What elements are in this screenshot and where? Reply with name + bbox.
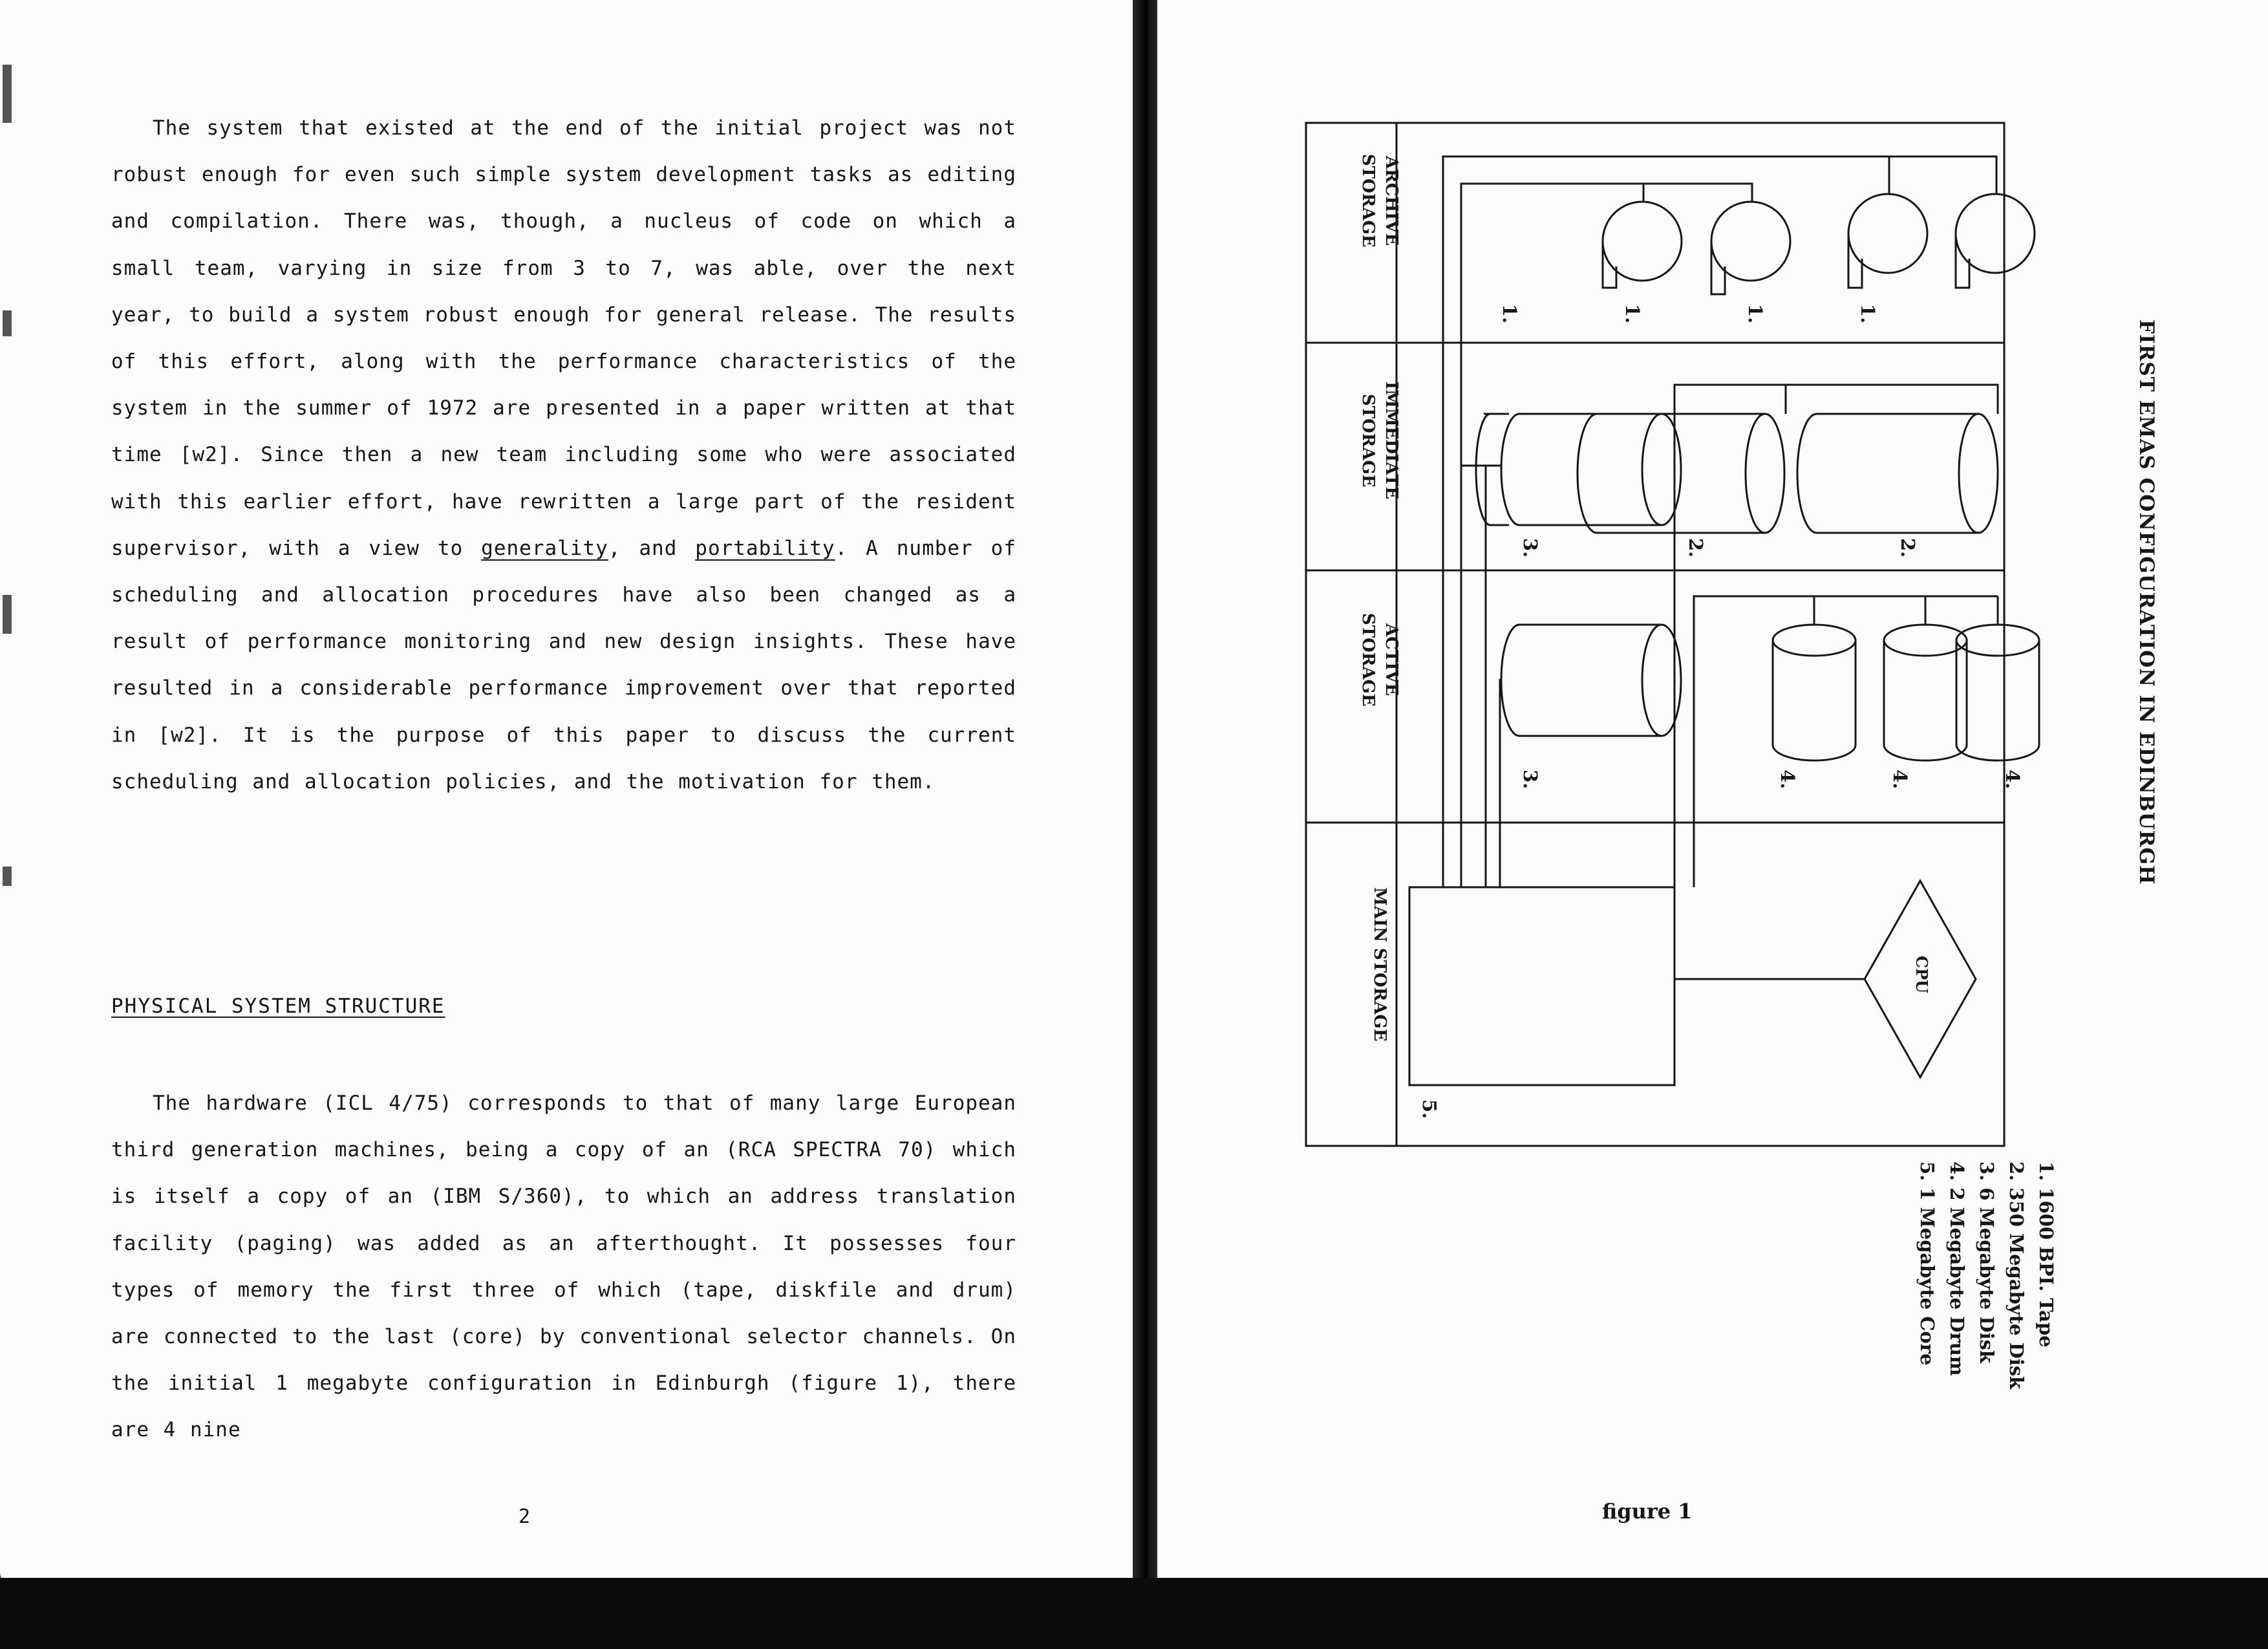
- binding-mark: [3, 595, 12, 634]
- device-label-drum: 4.: [1889, 770, 1911, 790]
- figure-1: [1157, 0, 2268, 1586]
- legend-item: 2. 350 Megabyte Disk: [2006, 1161, 2027, 1390]
- body-paragraph: [111, 1080, 1016, 1454]
- legend-item: 3. 6 Megabyte Disk: [1976, 1161, 1998, 1363]
- zone-label-immediate: [1356, 382, 1403, 499]
- left-page: [0, 0, 1138, 1586]
- zone-label-archive: [1356, 154, 1403, 248]
- device-label-small-disk: 3.: [1519, 770, 1541, 790]
- device-label-tape: 1.: [1499, 304, 1521, 324]
- zone-label-line: STORAGE: [1358, 154, 1378, 248]
- scan-bottom-edge: [0, 1578, 2268, 1649]
- zone-label-active: [1356, 613, 1403, 707]
- drum-unit: [1925, 596, 2039, 760]
- device-label-core: 5.: [1418, 1099, 1440, 1119]
- device-label-tape: 1.: [1621, 304, 1643, 324]
- body-paragraph: [111, 105, 1016, 805]
- legend-item: 4. 2 Megabyte Drum: [1946, 1161, 1968, 1376]
- zone-label-main: MAIN STORAGE: [1370, 887, 1389, 1042]
- device-label-disk: 2.: [1897, 538, 1919, 558]
- paragraph-text: The system that existed at the end of the initial project was not robust enough for even such simple system development tasks as editing and compilation. There was, though, a nucleus of code on which a small team, varying in size from 3 to 7, was able, over the next year, to build a system robust enough for general release. The results of this effort, along with the performance characteristics of the system in the summer of 1972 are presented in a paper written at that time [w2]. Since then a new team including some who were associated with this earlier effort, have rewritten a large part of the resident supervisor, with a view to: [111, 116, 1016, 560]
- zone-label-line: STORAGE: [1358, 393, 1378, 488]
- device-label-drum: 4.: [1777, 770, 1799, 790]
- zone-label-line: ARCHIVE: [1382, 155, 1401, 246]
- section-heading: PHYSICAL SYSTEM STRUCTURE: [111, 995, 445, 1018]
- device-label-disk: 2.: [1685, 538, 1707, 558]
- binding-mark: [3, 65, 12, 123]
- paragraph-text: . A number of scheduling and allocation procedures have also been changed as a result of performance monitoring and new design insights. These have resulted in a considerable performance improvement over that reported in [w2]. It is the purpose of this paper to discuss the current scheduling and allocation policies, and the motivation for them.: [111, 536, 1016, 793]
- zone-label-line: STORAGE: [1358, 613, 1378, 707]
- device-label-tape: 1.: [1744, 304, 1766, 324]
- cpu-label: CPU: [1912, 956, 1931, 994]
- binding-mark: [3, 310, 12, 336]
- figure-caption: figure 1: [1602, 1499, 1693, 1524]
- zone-label-line: ACTIVE: [1382, 623, 1401, 696]
- page-number: 2: [519, 1505, 531, 1528]
- binding-marks: [0, 52, 17, 892]
- figure-title: FIRST EMAS CONFIGURATION IN EDINBURGH: [2135, 319, 2158, 885]
- underlined-term-generality: generality: [481, 536, 608, 560]
- paragraph-text: The hardware (ICL 4/75) corresponds to that of many large European third generation machines, being a copy of an (RCA SPECTRA 70) which is itself a copy of an (IBM S/360), to which an address translation facility (paging) was added as an afterthought. It possesses four types of memory the first three of which (tape, diskfile and drum) are connected to the last (core) by conventional selector channels. On the initial 1 megabyte configuration in Edinburgh (figure 1), there are 4 nine: [111, 1092, 1016, 1442]
- device-label-drum: 4.: [2002, 770, 2024, 790]
- binding-mark: [3, 867, 12, 886]
- legend-item: 1. 1600 BPI. Tape: [2035, 1161, 2057, 1348]
- zone-label-line: IMMEDIATE: [1382, 382, 1401, 500]
- figure-legend: [1912, 1161, 2061, 1389]
- legend-item: 5. 1 Megabyte Core: [1916, 1161, 1938, 1366]
- device-label-tape: 1.: [1857, 304, 1879, 324]
- drum-overlay: [1157, 0, 2268, 1586]
- paragraph-text: , and: [608, 536, 696, 560]
- right-page: [1157, 0, 2268, 1586]
- device-label-small-disk: 3.: [1519, 538, 1541, 558]
- underlined-term-portability: portability: [695, 536, 835, 560]
